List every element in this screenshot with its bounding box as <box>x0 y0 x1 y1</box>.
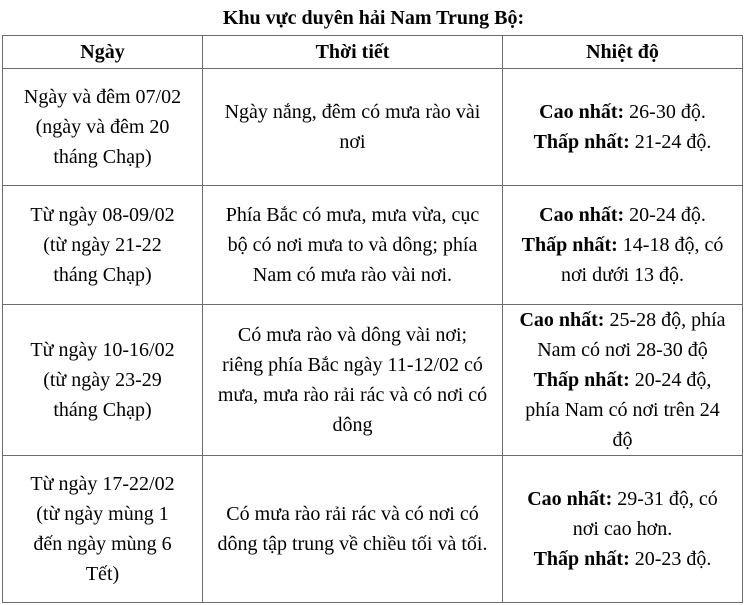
table-row <box>3 186 743 305</box>
cell-temperature <box>503 456 743 603</box>
temperature-label: Thấp nhất: <box>533 369 630 391</box>
temperature-value: phía Nam có nơi trên 24 <box>525 399 720 421</box>
date-line: tháng Chạp) <box>53 264 152 286</box>
weather-line: riêng phía Bắc ngày 11-12/02 có <box>222 354 483 376</box>
cell-weather <box>203 456 503 603</box>
weather-line: bộ có nơi mưa to và dông; phía <box>227 234 478 256</box>
temperature-line <box>507 544 738 574</box>
cell-date <box>3 305 203 456</box>
date-line: Ngày và đêm 07/02 <box>23 86 182 108</box>
temperature-value: 21-24 độ. <box>629 131 712 153</box>
weather-line: mưa, mưa rào rải rác và có nơi có <box>217 384 488 406</box>
temperature-value: nơi cao hơn. <box>572 518 673 540</box>
date-line: Từ ngày 17-22/02 <box>30 473 175 495</box>
weather-line: Nam có mưa rào vài nơi. <box>252 264 453 286</box>
temperature-line <box>507 260 738 290</box>
temperature-line <box>507 97 738 127</box>
date-line: (từ ngày 23-29 <box>43 369 162 391</box>
date-line: (từ ngày mùng 1 <box>36 503 169 525</box>
temperature-line <box>507 395 738 425</box>
table-header-row <box>3 36 743 69</box>
temperature-value: 14-18 độ, có <box>617 234 724 256</box>
temperature-value: 29-31 độ, có <box>612 488 718 510</box>
temperature-line <box>507 425 738 455</box>
temperature-line <box>507 484 738 514</box>
cell-weather <box>203 69 503 186</box>
weather-line: Có mưa rào rải rác và có nơi có <box>226 503 479 525</box>
table-row <box>3 305 743 456</box>
header-weather: Thời tiết <box>203 36 503 69</box>
temperature-value: 26-30 độ. <box>624 101 706 123</box>
cell-date <box>3 186 203 305</box>
cell-temperature <box>503 305 743 456</box>
temperature-value: 20-24 độ, <box>629 369 712 391</box>
cell-temperature <box>503 69 743 186</box>
table-row <box>3 69 743 186</box>
temperature-line <box>507 200 738 230</box>
temperature-label: Cao nhất: <box>539 204 625 226</box>
cell-temperature <box>503 186 743 305</box>
temperature-label: Thấp nhất: <box>533 548 630 570</box>
temperature-line <box>507 305 738 335</box>
temperature-line <box>507 335 738 365</box>
date-line: đến ngày mùng 6 <box>33 533 172 555</box>
cell-date <box>3 456 203 603</box>
temperature-label: Thấp nhất: <box>521 234 618 256</box>
header-temperature: Nhiệt độ <box>503 36 743 69</box>
temperature-line <box>507 514 738 544</box>
cell-date <box>3 69 203 186</box>
section-title: Khu vực duyên hải Nam Trung Bộ: <box>222 7 525 29</box>
date-line: (ngày và đêm 20 <box>35 116 170 138</box>
date-line: Từ ngày 08-09/02 <box>30 204 175 226</box>
temperature-label: Cao nhất: <box>539 101 625 123</box>
temperature-label: Cao nhất: <box>527 488 613 510</box>
weather-line: nơi <box>339 131 366 153</box>
temperature-value: Nam có nơi 28-30 độ <box>537 339 708 361</box>
temperature-line <box>507 230 738 260</box>
weather-line: dông tập trung về chiều tối và tối. <box>217 533 488 555</box>
temperature-value: 20-23 độ. <box>629 548 712 570</box>
date-line: tháng Chạp) <box>53 146 152 168</box>
date-line: (từ ngày 21-22 <box>43 234 162 256</box>
temperature-line <box>507 127 738 157</box>
cell-weather <box>203 305 503 456</box>
temperature-line <box>507 365 738 395</box>
table-row <box>3 456 743 603</box>
temperature-value: 25-28 độ, phía <box>604 309 726 331</box>
date-line: Tết) <box>85 563 120 585</box>
temperature-value: 20-24 độ. <box>624 204 706 226</box>
weather-table <box>2 35 743 603</box>
temperature-value: độ <box>612 429 633 451</box>
weather-line: Ngày nắng, đêm có mưa rào vài <box>224 101 481 123</box>
temperature-label: Cao nhất: <box>519 309 605 331</box>
cell-weather <box>203 186 503 305</box>
weather-line: dông <box>332 414 373 436</box>
weather-line: Phía Bắc có mưa, mưa vừa, cục <box>225 204 480 226</box>
weather-line: Có mưa rào và dông vài nơi; <box>237 324 468 346</box>
temperature-label: Thấp nhất: <box>533 131 630 153</box>
date-line: tháng Chạp) <box>53 399 152 421</box>
temperature-value: nơi dưới 13 độ. <box>560 264 685 286</box>
header-date: Ngày <box>3 36 203 69</box>
date-line: Từ ngày 10-16/02 <box>30 339 175 361</box>
